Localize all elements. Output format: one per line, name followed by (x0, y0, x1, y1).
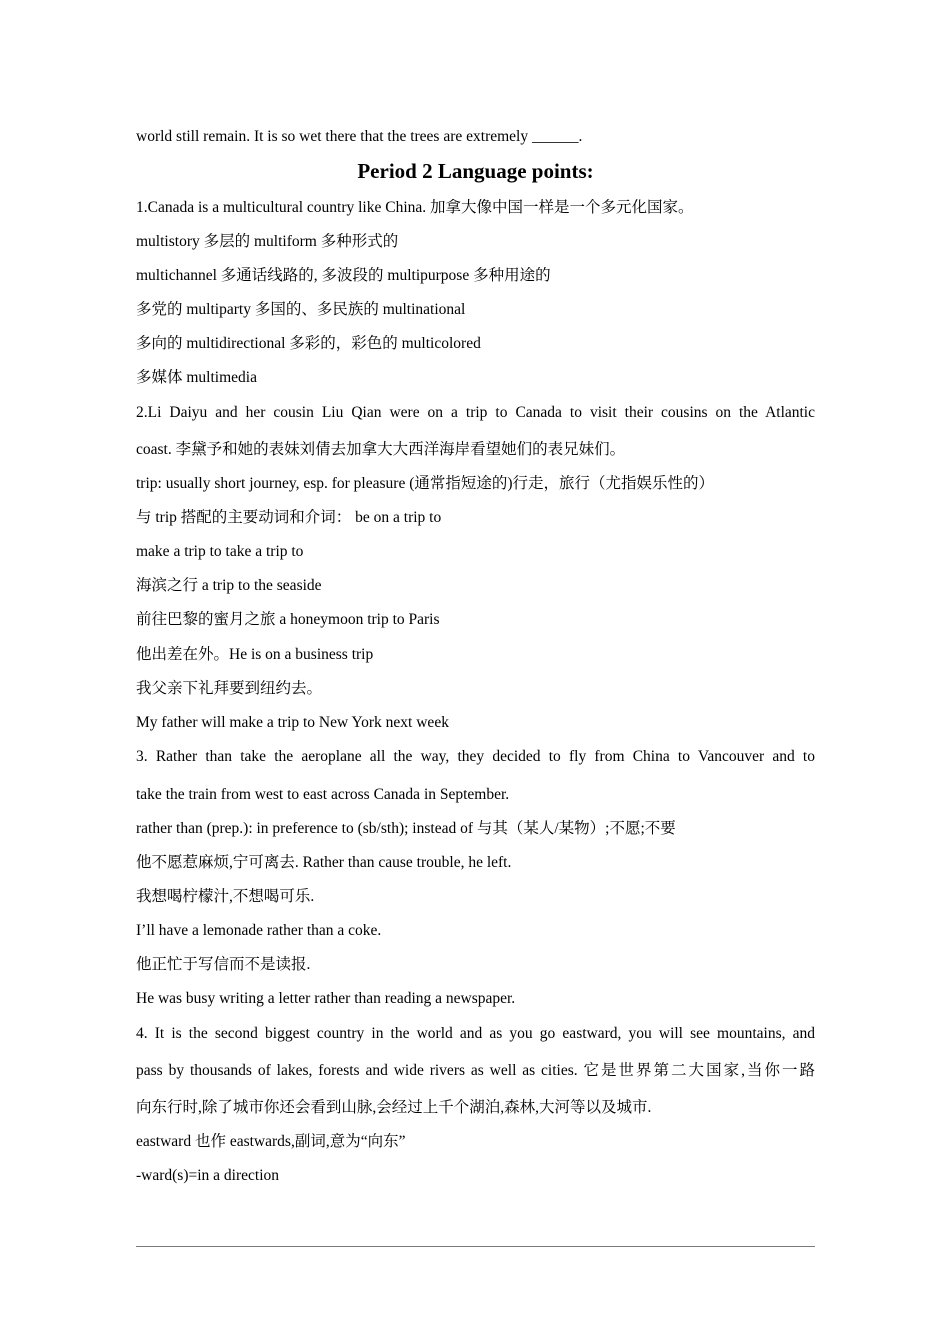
text-line: 他正忙于写信而不是读报. (136, 956, 311, 973)
text-line: multichannel 多通话线路的, 多波段的 multipurpose 多种用途的 (136, 267, 551, 284)
text-line: 1.Canada is a multicultural country like China. 加拿大像中国一样是一个多元化国家。 (136, 199, 694, 216)
text-line: 海滨之行 a trip to the seaside (136, 577, 322, 594)
text-line: make a trip to take a trip to (136, 543, 304, 560)
text-line: 我想喝柠檬汁,不想喝可乐. (136, 888, 315, 905)
text-line: take the train from west to east across Canada in September. (136, 786, 510, 803)
text-line: 多向的 multidirectional 多彩的，彩色的 multicolored (136, 335, 481, 352)
document-page (136, 0, 815, 1344)
text-line: world still remain. It is so wet there that the trees are extremely ______. (136, 128, 583, 145)
text-line: 多党的 multiparty 多国的、多民族的 multinational (136, 301, 466, 318)
text-line: eastward 也作 eastwards,副词,意为“向东” (136, 1133, 406, 1150)
text-line: pass by thousands of lakes, forests and wide rivers as well as cities. 它是世界第二大国家,当你一路 (136, 1062, 815, 1079)
text-line: trip: usually short journey, esp. for pleasure (通常指短途的)行走，旅行（尤指娱乐性的） (136, 475, 715, 492)
text-line: 向东行时,除了城市你还会看到山脉,会经过上千个湖泊,森林,大河等以及城市. (136, 1099, 652, 1116)
text-line: 4. It is the second biggest country in the world and as you go eastward, you will see mountains, and (136, 1025, 815, 1042)
text-line: 2.Li Daiyu and her cousin Liu Qian were on a trip to Canada to visit their cousins on the Atlantic (136, 404, 815, 421)
text-line: 与 trip 搭配的主要动词和介词： be on a trip to (136, 509, 442, 526)
text-line: multistory 多层的 multiform 多种形式的 (136, 233, 399, 250)
text-line: coast. 李黛予和她的表妹刘倩去加拿大大西洋海岸看望她们的表兄妹们。 (136, 441, 626, 458)
text-line: -ward(s)=in a direction (136, 1167, 280, 1184)
text-line: rather than (prep.): in preference to (sb/sth); instead of 与其（某人/某物）;不愿;不要 (136, 820, 676, 837)
text-line: 他出差在外。He is on a business trip (136, 646, 374, 663)
text-line: I’ll have a lemonade rather than a coke. (136, 922, 382, 939)
section-heading: Period 2 Language points: (357, 159, 594, 183)
text-line: My father will make a trip to New York next week (136, 714, 449, 731)
text-line: 他不愿惹麻烦,宁可离去. Rather than cause trouble, he left. (136, 854, 512, 871)
text-line: 前往巴黎的蜜月之旅 a honeymoon trip to Paris (136, 611, 440, 628)
text-line: 3. Rather than take the aeroplane all the way, they decided to fly from China to Vancouver and to (136, 748, 815, 765)
footer-divider (136, 1246, 815, 1247)
text-line: 多媒体 multimedia (136, 369, 257, 386)
text-line: He was busy writing a letter rather than reading a newspaper. (136, 990, 516, 1007)
text-line: 我父亲下礼拜要到纽约去。 (136, 680, 323, 697)
